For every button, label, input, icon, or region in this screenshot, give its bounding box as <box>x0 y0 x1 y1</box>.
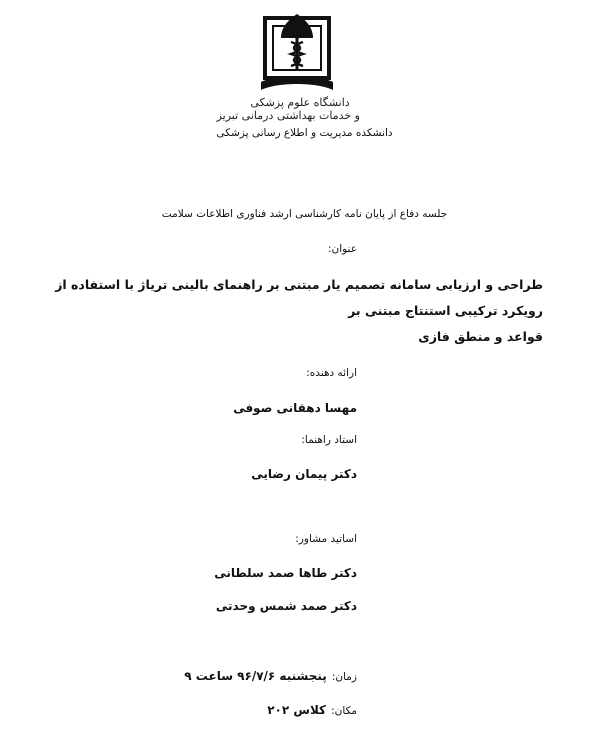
time-label: زمان: <box>331 671 357 683</box>
advisors-label: اساتید مشاور: <box>295 533 357 545</box>
session-title: جلسه دفاع از پایان نامه کارشناسی ارشد فناوری اطلاعات سلامت <box>161 208 448 220</box>
supervisor-label: استاد راهنما: <box>301 434 357 446</box>
faculty-name: دانشکده مدیریت و اطلاع رسانی پزشکی <box>216 127 393 139</box>
place-label: مکان: <box>331 705 357 717</box>
place-row <box>267 699 357 718</box>
presenter-name: مهسا دهقانی صوفی <box>233 401 357 415</box>
logo-caption: دانشگاه علوم پزشکی و خدمات بهداشتی درمانی تبریز <box>216 96 360 122</box>
place-value: کلاس ۲۰۲ <box>267 703 327 717</box>
thesis-title-line1: طراحی و ارزیابی سامانه تصمیم یار مبتنی بر راهنمای بالینی تریاژ با استفاده از رویکرد ترکیبی استنتاج مبتنی بر <box>55 277 543 318</box>
advisor-name-1: دکتر طاها صمد سلطانی <box>214 566 357 580</box>
time-value: پنجشنبه ۹۶/۷/۶ ساعت ۹ <box>184 669 327 683</box>
thesis-title-line2: قواعد و منطق فازی <box>418 329 543 344</box>
advisor-name-2: دکتر صمد شمس وحدتی <box>215 599 357 613</box>
supervisor-name: دکتر پیمان رضایی <box>251 467 357 481</box>
time-row <box>184 665 357 684</box>
title-label: عنوان: <box>327 243 357 255</box>
presenter-label: ارائه دهنده: <box>306 367 357 379</box>
thesis-title <box>43 272 543 350</box>
